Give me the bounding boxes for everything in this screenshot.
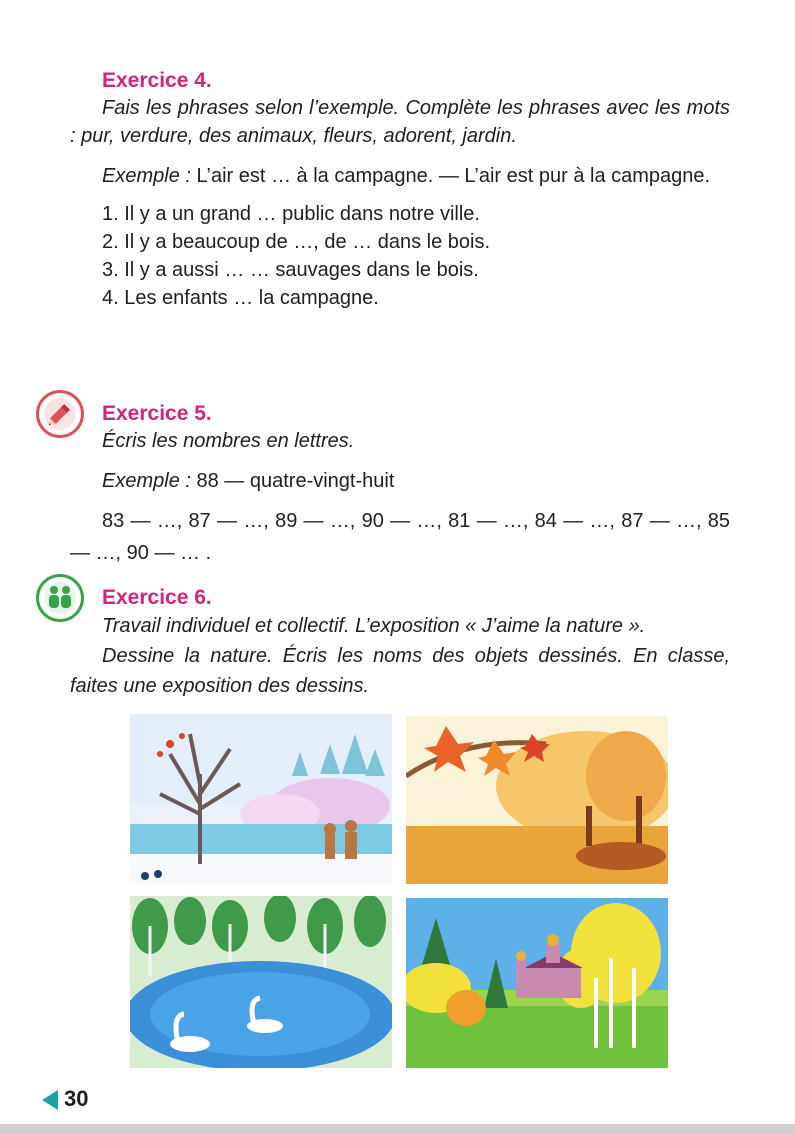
list-item: 4. Les enfants … la campagne. [102,287,379,309]
example-label: Exemple : [102,470,191,492]
exercise-4-example [70,162,730,190]
page-number-text: 30 [64,1086,89,1111]
page-marker-icon [42,1090,58,1110]
exercise-4-items [70,200,730,312]
exercise-5 [70,401,730,569]
list-item: 2. Il y a beaucoup de …, de … dans le bois. [102,231,491,253]
example-text: 88 — quatre-vingt-huit [190,470,395,492]
exercise-6-line-2: Dessine la nature. Écris les noms des objets dessinés. En classe, faites une exposition des dessins. [70,645,730,697]
exercise-5-title: Exercice 5. [102,402,212,425]
exercise-4 [70,68,730,312]
exercise-5-example [70,467,730,495]
exercise-5-numbers: 83 — …, 87 — …, 89 — …, 90 — …, 81 — …, 84 — …, 87 — …, 85 — …, 90 — … . [70,510,730,564]
exercise-6-line-1: Travail individuel et collectif. L’exposition « J’aime la nature ». [102,615,646,637]
bottom-divider [0,1124,795,1134]
example-text: L’air est … à la campagne. — L’air est pur à la campagne. [190,165,711,187]
example-label: Exemple : [102,165,191,187]
autumn-drawing [406,716,668,884]
exercise-6-title: Exercice 6. [102,586,212,609]
birches-church-drawing [406,898,668,1068]
exercise-6 [70,585,730,701]
winter-drawing [130,714,392,884]
exercise-4-instruction: Fais les phrases selon l’exemple. Complète les phrases avec les mots : pur, verdure, des animaux, fleurs, adorent, jardin. [70,97,730,147]
exercise-4-title: Exercice 4. [102,69,212,92]
page-number [42,1086,88,1112]
list-item: 1. Il y a un grand … public dans notre ville. [102,203,480,225]
exercise-5-instruction: Écris les nombres en lettres. [102,430,355,452]
list-item: 3. Il y a aussi … … sauvages dans le bois. [102,259,479,281]
lake-swans-drawing [130,896,392,1068]
